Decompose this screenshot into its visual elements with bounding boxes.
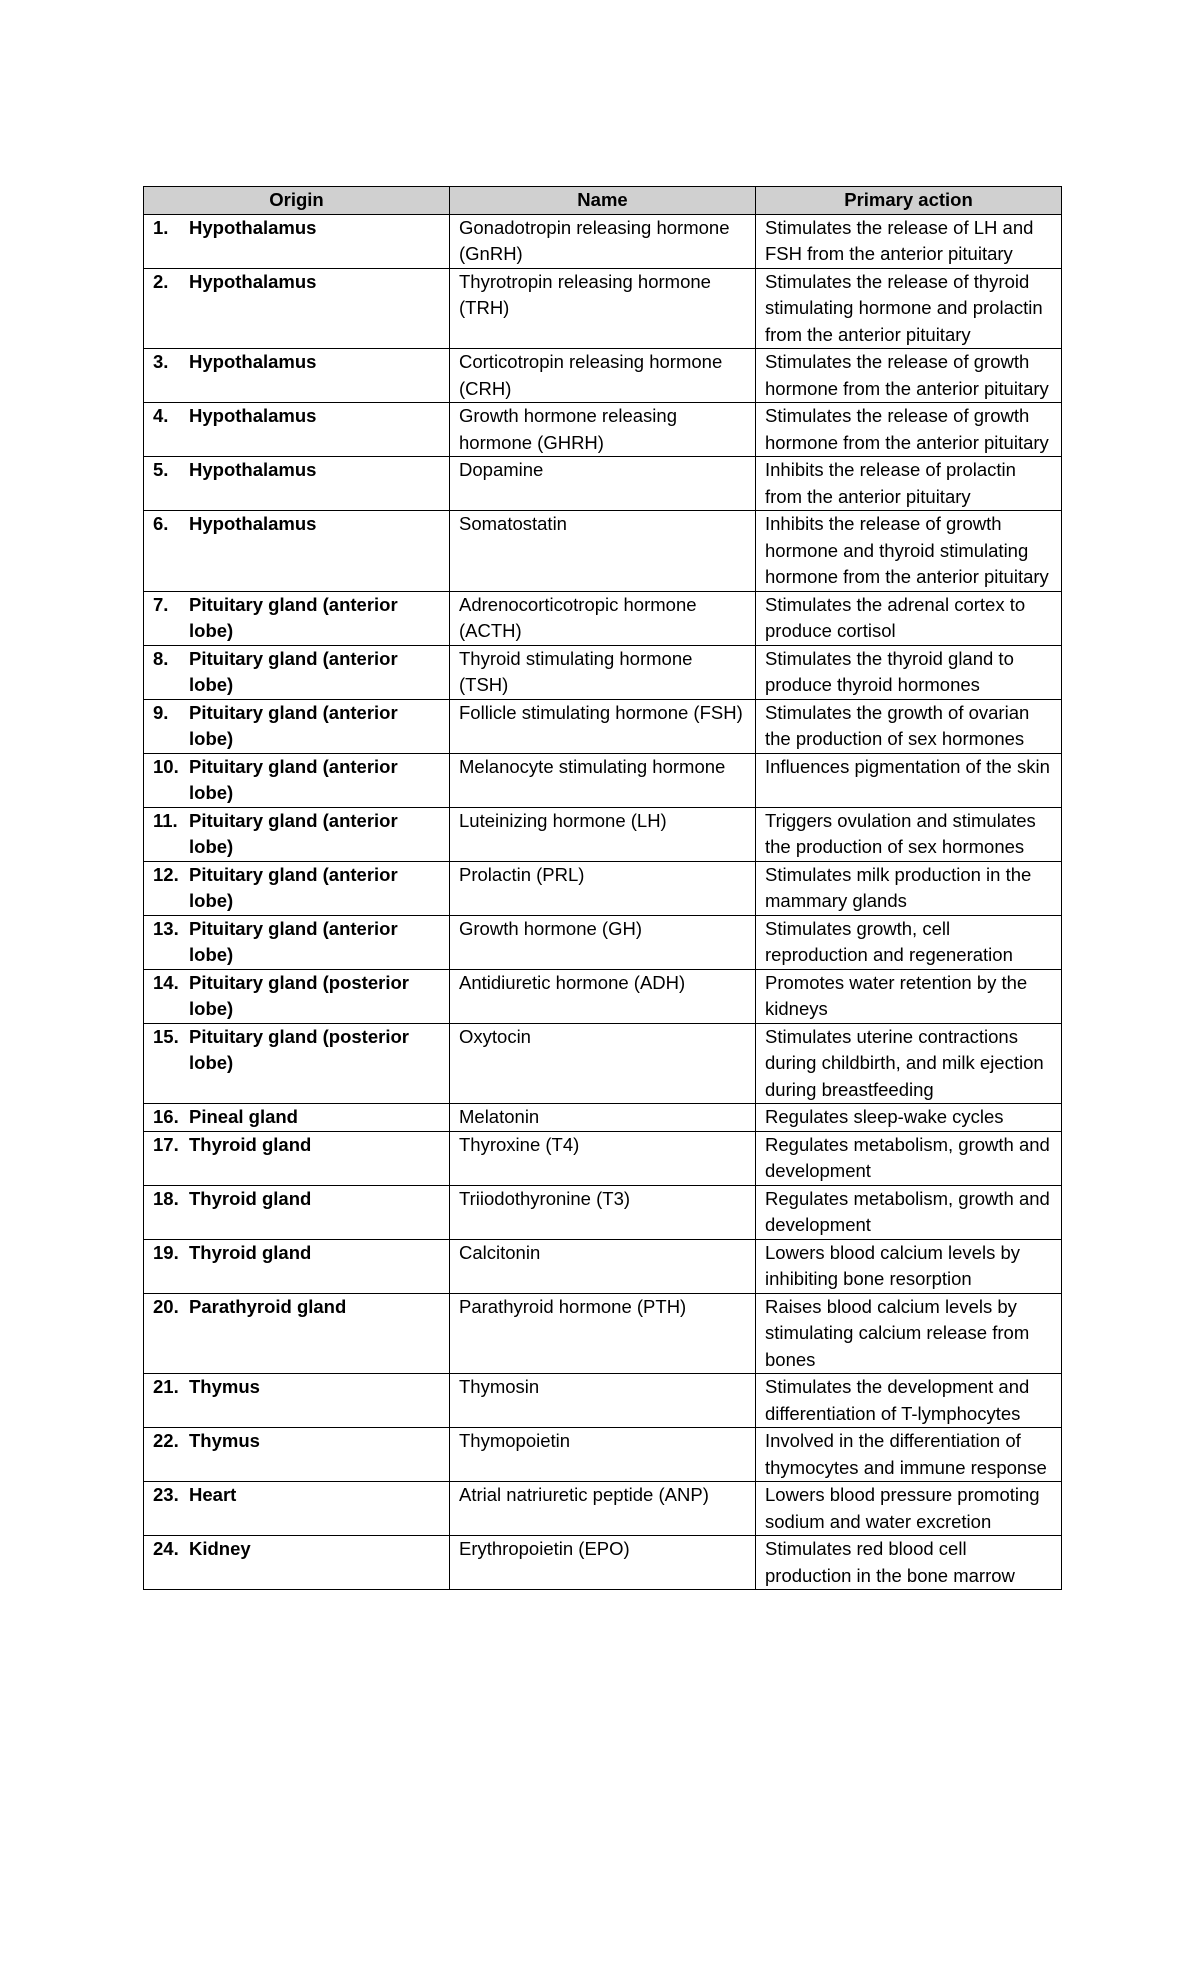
row-number: 22. <box>153 1430 179 1451</box>
primary-action-cell: Promotes water retention by the kidneys <box>756 969 1062 1023</box>
primary-action-cell: Lowers blood pressure promoting sodium and water excretion <box>756 1482 1062 1536</box>
row-number: 2. <box>153 270 169 292</box>
primary-action-cell: Stimulates the thyroid gland to produce thyroid hormones <box>756 645 1062 699</box>
origin-content <box>153 1536 440 1563</box>
table-row <box>144 807 1062 861</box>
table-row <box>144 645 1062 699</box>
origin-text: Thyroid gland <box>189 1187 312 1209</box>
table-row <box>144 1185 1062 1239</box>
column-header-origin: Origin <box>144 187 450 215</box>
origin-text: Hypothalamus <box>189 459 317 480</box>
row-number: 4. <box>153 405 169 426</box>
origin-content <box>153 1024 440 1077</box>
row-number: 9. <box>153 701 169 723</box>
name-cell: Thyroid stimulating hormone (TSH) <box>450 645 756 699</box>
origin-text: Pituitary gland (posterior lobe) <box>189 1025 409 1073</box>
origin-cell <box>144 807 450 861</box>
origin-text: Pituitary gland (anterior lobe) <box>189 593 398 641</box>
table-row <box>144 1239 1062 1293</box>
row-number: 3. <box>153 351 169 372</box>
table-row <box>144 1104 1062 1132</box>
origin-text: Hypothalamus <box>189 513 317 534</box>
row-number: 24. <box>153 1538 179 1559</box>
origin-text: Thyroid gland <box>189 1133 312 1155</box>
primary-action-cell: Lowers blood calcium levels by inhibiting bone resorption <box>756 1239 1062 1293</box>
origin-text: Pituitary gland (anterior lobe) <box>189 647 398 695</box>
row-number: 8. <box>153 647 169 669</box>
name-cell: Thymopoietin <box>450 1428 756 1482</box>
name-cell: Erythropoietin (EPO) <box>450 1536 756 1590</box>
origin-text: Thymus <box>189 1430 260 1451</box>
origin-content <box>153 862 440 915</box>
table-body <box>144 214 1062 1590</box>
origin-content <box>153 215 440 242</box>
row-number: 18. <box>153 1187 179 1209</box>
hormone-table <box>143 186 1062 1590</box>
origin-text: Hypothalamus <box>189 216 317 238</box>
primary-action-cell: Stimulates uterine contractions during childbirth, and milk ejection during breastfeeding <box>756 1023 1062 1104</box>
origin-cell <box>144 1131 450 1185</box>
row-number: 23. <box>153 1484 179 1505</box>
table-row <box>144 1428 1062 1482</box>
primary-action-cell: Regulates metabolism, growth and development <box>756 1131 1062 1185</box>
origin-cell <box>144 969 450 1023</box>
origin-cell <box>144 1374 450 1428</box>
primary-action-cell: Triggers ovulation and stimulates the production of sex hormones <box>756 807 1062 861</box>
origin-text: Heart <box>189 1484 237 1505</box>
table-row <box>144 969 1062 1023</box>
primary-action-cell: Stimulates the adrenal cortex to produce cortisol <box>756 591 1062 645</box>
origin-cell <box>144 1104 450 1132</box>
row-number: 6. <box>153 513 169 534</box>
origin-cell <box>144 511 450 592</box>
table-row <box>144 1536 1062 1590</box>
name-cell: Growth hormone (GH) <box>450 915 756 969</box>
table-row <box>144 753 1062 807</box>
primary-action-cell: Stimulates the release of LH and FSH from the anterior pituitary <box>756 214 1062 268</box>
table-row <box>144 349 1062 403</box>
name-cell: Triiodothyronine (T3) <box>450 1185 756 1239</box>
row-number: 17. <box>153 1133 179 1155</box>
table-row <box>144 915 1062 969</box>
origin-content <box>153 1186 440 1213</box>
primary-action-cell: Influences pigmentation of the skin <box>756 753 1062 807</box>
table-row <box>144 1293 1062 1374</box>
row-number: 5. <box>153 459 169 480</box>
origin-text: Pineal gland <box>189 1106 298 1127</box>
origin-cell <box>144 861 450 915</box>
primary-action-cell: Involved in the differentiation of thymocytes and immune response <box>756 1428 1062 1482</box>
name-cell: Melatonin <box>450 1104 756 1132</box>
table-row <box>144 1131 1062 1185</box>
origin-text: Thymus <box>189 1376 260 1397</box>
primary-action-cell: Inhibits the release of growth hormone and thyroid stimulating hormone from the anterior pituitary <box>756 511 1062 592</box>
header-row <box>144 187 1062 215</box>
origin-cell <box>144 349 450 403</box>
origin-cell <box>144 699 450 753</box>
origin-cell <box>144 1023 450 1104</box>
primary-action-cell: Stimulates growth, cell reproduction and regeneration <box>756 915 1062 969</box>
table-row <box>144 214 1062 268</box>
table-row <box>144 403 1062 457</box>
name-cell: Thyroxine (T4) <box>450 1131 756 1185</box>
table-row <box>144 591 1062 645</box>
origin-cell <box>144 645 450 699</box>
row-number: 13. <box>153 917 179 939</box>
name-cell: Parathyroid hormone (PTH) <box>450 1293 756 1374</box>
origin-content <box>153 457 440 484</box>
origin-text: Thyroid gland <box>189 1241 312 1263</box>
origin-text: Pituitary gland (anterior lobe) <box>189 755 398 803</box>
primary-action-cell: Stimulates the growth of ovarian the production of sex hormones <box>756 699 1062 753</box>
origin-text: Hypothalamus <box>189 351 317 372</box>
name-cell: Somatostatin <box>450 511 756 592</box>
row-number: 11. <box>153 809 178 831</box>
origin-cell <box>144 403 450 457</box>
name-cell: Gonadotropin releasing hormone (GnRH) <box>450 214 756 268</box>
origin-content <box>153 511 440 538</box>
name-cell: Calcitonin <box>450 1239 756 1293</box>
row-number: 12. <box>153 863 179 885</box>
origin-content <box>153 269 440 296</box>
origin-cell <box>144 1482 450 1536</box>
origin-content <box>153 1294 440 1321</box>
column-header-primary-action: Primary action <box>756 187 1062 215</box>
table-header <box>144 187 1062 215</box>
origin-content <box>153 1132 440 1159</box>
primary-action-cell: Regulates metabolism, growth and development <box>756 1185 1062 1239</box>
origin-cell <box>144 1293 450 1374</box>
origin-content <box>153 808 440 861</box>
origin-content <box>153 700 440 753</box>
primary-action-cell: Regulates sleep-wake cycles <box>756 1104 1062 1132</box>
origin-cell <box>144 1536 450 1590</box>
primary-action-cell: Stimulates the release of growth hormone from the anterior pituitary <box>756 403 1062 457</box>
origin-text: Pituitary gland (anterior lobe) <box>189 701 398 749</box>
row-number: 15. <box>153 1025 179 1047</box>
name-cell: Prolactin (PRL) <box>450 861 756 915</box>
origin-text: Pituitary gland (anterior lobe) <box>189 809 398 857</box>
origin-content <box>153 592 440 645</box>
row-number: 14. <box>153 971 179 993</box>
origin-cell <box>144 268 450 349</box>
primary-action-cell: Stimulates the development and differentiation of T-lymphocytes <box>756 1374 1062 1428</box>
primary-action-cell: Raises blood calcium levels by stimulating calcium release from bones <box>756 1293 1062 1374</box>
table-row <box>144 861 1062 915</box>
table-row <box>144 268 1062 349</box>
row-number: 1. <box>153 216 169 238</box>
name-cell: Thyrotropin releasing hormone (TRH) <box>450 268 756 349</box>
name-cell: Luteinizing hormone (LH) <box>450 807 756 861</box>
origin-cell <box>144 753 450 807</box>
name-cell: Antidiuretic hormone (ADH) <box>450 969 756 1023</box>
origin-content <box>153 1240 440 1267</box>
origin-content <box>153 916 440 969</box>
origin-content <box>153 1374 440 1401</box>
primary-action-cell: Inhibits the release of prolactin from the anterior pituitary <box>756 457 1062 511</box>
row-number: 7. <box>153 593 169 615</box>
origin-cell <box>144 591 450 645</box>
origin-text: Parathyroid gland <box>189 1295 347 1317</box>
primary-action-cell: Stimulates the release of thyroid stimulating hormone and prolactin from the anterior pituitary <box>756 268 1062 349</box>
origin-content <box>153 403 440 430</box>
origin-content <box>153 349 440 376</box>
column-header-name: Name <box>450 187 756 215</box>
origin-cell <box>144 1428 450 1482</box>
name-cell: Oxytocin <box>450 1023 756 1104</box>
name-cell: Follicle stimulating hormone (FSH) <box>450 699 756 753</box>
origin-cell <box>144 1239 450 1293</box>
origin-cell <box>144 457 450 511</box>
origin-text: Hypothalamus <box>189 270 317 292</box>
origin-content <box>153 1428 440 1455</box>
origin-text: Pituitary gland (posterior lobe) <box>189 971 409 1019</box>
table-row <box>144 511 1062 592</box>
table-row <box>144 699 1062 753</box>
row-number: 16. <box>153 1106 179 1127</box>
name-cell: Adrenocorticotropic hormone (ACTH) <box>450 591 756 645</box>
primary-action-cell: Stimulates red blood cell production in the bone marrow <box>756 1536 1062 1590</box>
origin-content <box>153 1104 440 1131</box>
origin-cell <box>144 915 450 969</box>
row-number: 21. <box>153 1376 179 1397</box>
name-cell: Atrial natriuretic peptide (ANP) <box>450 1482 756 1536</box>
row-number: 10. <box>153 755 179 777</box>
name-cell: Dopamine <box>450 457 756 511</box>
origin-text: Kidney <box>189 1538 251 1559</box>
table-row <box>144 1374 1062 1428</box>
origin-text: Pituitary gland (anterior lobe) <box>189 863 398 911</box>
origin-content <box>153 754 440 807</box>
origin-content <box>153 970 440 1023</box>
origin-cell <box>144 1185 450 1239</box>
row-number: 20. <box>153 1295 179 1317</box>
table-row <box>144 457 1062 511</box>
name-cell: Melanocyte stimulating hormone <box>450 753 756 807</box>
origin-text: Hypothalamus <box>189 405 317 426</box>
primary-action-cell: Stimulates the release of growth hormone from the anterior pituitary <box>756 349 1062 403</box>
origin-content <box>153 1482 440 1509</box>
row-number: 19. <box>153 1241 179 1263</box>
name-cell: Growth hormone releasing hormone (GHRH) <box>450 403 756 457</box>
origin-content <box>153 646 440 699</box>
origin-cell <box>144 214 450 268</box>
name-cell: Thymosin <box>450 1374 756 1428</box>
primary-action-cell: Stimulates milk production in the mammary glands <box>756 861 1062 915</box>
table-row <box>144 1482 1062 1536</box>
name-cell: Corticotropin releasing hormone (CRH) <box>450 349 756 403</box>
table-row <box>144 1023 1062 1104</box>
origin-text: Pituitary gland (anterior lobe) <box>189 917 398 965</box>
